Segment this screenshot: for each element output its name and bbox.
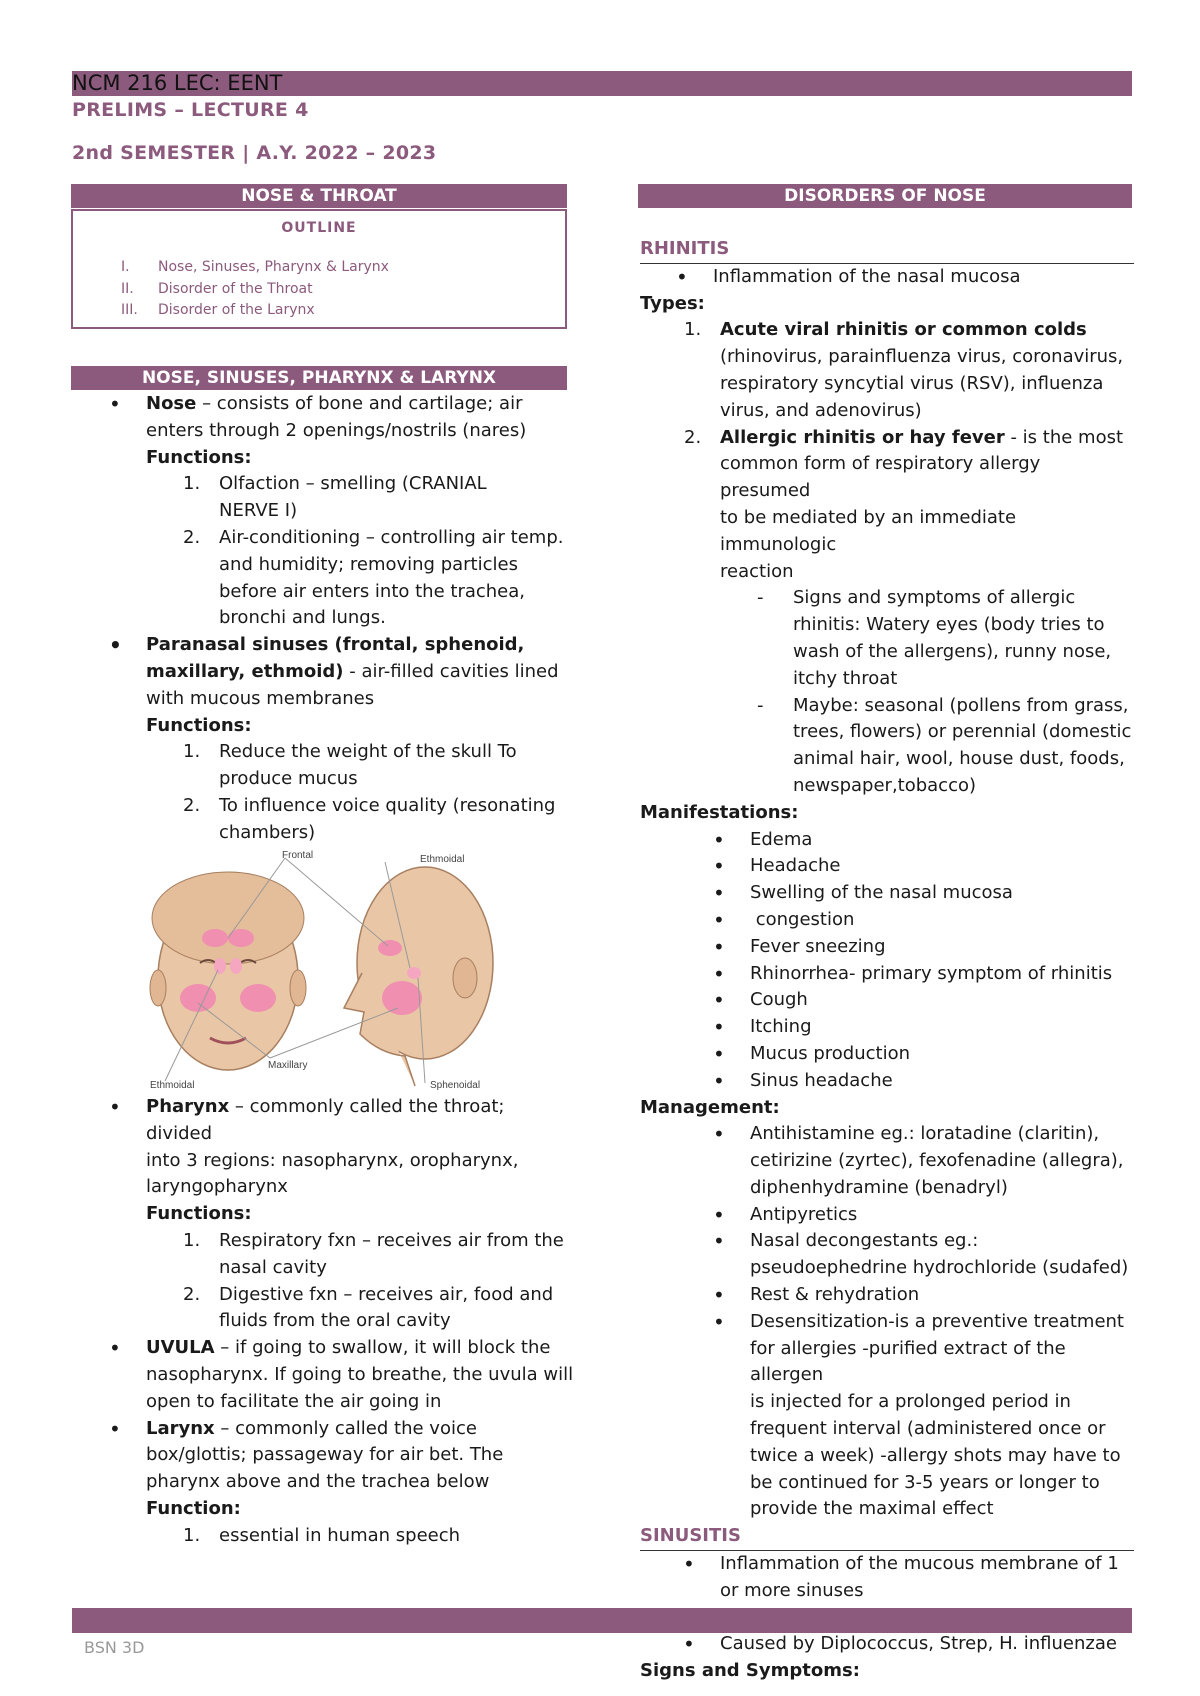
list-item: • Mucus production xyxy=(750,1041,1134,1068)
dash-item: - Signs and symptoms of allergic xyxy=(793,585,1134,612)
term-sinuses: maxillary, ethmoid) xyxy=(146,660,344,682)
def-text: is injected for a prolonged period in xyxy=(750,1391,1071,1413)
def-text: nasal cavity xyxy=(219,1256,327,1278)
def-text: – commonly called the throat; divided xyxy=(146,1096,505,1144)
function-label: Function: xyxy=(146,1497,241,1519)
outline-box xyxy=(71,209,567,329)
def-text: reaction xyxy=(720,560,794,582)
list-item: • Sinus headache xyxy=(750,1068,1134,1095)
def-text: before air enters into the trachea, xyxy=(219,580,525,602)
outline-item xyxy=(121,279,389,301)
def-text: common form of respiratory allergy presumed xyxy=(720,453,1041,502)
def-text: enters through 2 openings/nostrils (nares) xyxy=(146,419,527,441)
list-item: 1. Olfaction – smelling (CRANIAL xyxy=(183,473,487,495)
type-title: Acute viral rhinitis or common colds xyxy=(720,319,1087,341)
management-label: Management: xyxy=(640,1096,780,1118)
def-text: box/glottis; passageway for air bet. The xyxy=(146,1444,504,1466)
heading-rhinitis: RHINITIS xyxy=(640,236,1134,264)
dash-item: - Maybe: seasonal (pollens from grass, xyxy=(793,693,1134,720)
figure-label: Ethmoidal xyxy=(150,1080,195,1091)
def-text: essential in human speech xyxy=(219,1524,461,1546)
footer-bar xyxy=(72,1608,1132,1633)
heading-sinusitis: SINUSITIS xyxy=(640,1523,1134,1551)
def-text: trees, flowers) or perennial (domestic xyxy=(793,721,1132,743)
list-item: • Caused by Diplococcus, Strep, H. influenzae xyxy=(720,1631,1134,1658)
functions-label: Functions: xyxy=(146,714,252,736)
outline-item xyxy=(121,300,389,322)
def-text: Reduce the weight of the skull To xyxy=(219,741,517,763)
outline-num: III. xyxy=(121,302,138,318)
list-item: 1. Reduce the weight of the skull To xyxy=(183,741,517,763)
term-larynx: Larynx xyxy=(146,1417,215,1439)
def-text: rhinitis: Watery eyes (body tries to xyxy=(793,614,1105,636)
outline-list xyxy=(121,257,389,322)
def-text: Air-conditioning – controlling air temp. xyxy=(219,526,564,548)
list-item: • Edema xyxy=(750,827,1134,854)
def-text: itchy throat xyxy=(793,667,898,689)
def-text: animal hair, wool, house dust, foods, xyxy=(793,748,1125,770)
section-title-nose-throat: NOSE & THROAT xyxy=(71,184,567,208)
def-text: To influence voice quality (resonating xyxy=(219,794,556,816)
functions-label: Functions: xyxy=(146,1203,252,1225)
right-column xyxy=(640,236,1134,1685)
term-pharynx: Pharynx xyxy=(146,1096,230,1117)
footer-text: BSN 3D xyxy=(84,1638,145,1657)
sinus-figure xyxy=(140,848,502,1092)
def-text: to be mediated by an immediate immunologic xyxy=(720,506,1017,555)
def-text: pseudoephedrine hydrochloride (sudafed) xyxy=(750,1257,1129,1279)
def-text: pharynx above and the trachea below xyxy=(146,1471,490,1493)
def-text: – consists of bone and cartilage; air xyxy=(196,393,523,414)
semester-subtitle: 2nd SEMESTER | A.Y. 2022 – 2023 xyxy=(72,142,437,164)
def-text: bronchi and lungs. xyxy=(219,607,386,629)
list-item xyxy=(146,1416,576,1443)
left-column-top xyxy=(146,391,576,847)
outline-item xyxy=(121,257,389,279)
def-text: with mucous membranes xyxy=(146,687,375,709)
def-text: produce mucus xyxy=(219,768,358,790)
list-item: • Fever sneezing xyxy=(750,934,1134,961)
def-text: or more sinuses xyxy=(720,1579,864,1601)
list-item: 1. Respiratory fxn – receives air from the xyxy=(183,1229,564,1251)
list-item: • Itching xyxy=(750,1014,1134,1041)
term-nose: Nose xyxy=(146,393,197,414)
list-item: • Rhinorrhea- primary symptom of rhinitis xyxy=(750,961,1134,988)
def-text: provide the maximal effect xyxy=(750,1498,994,1520)
def-text: nasopharynx. If going to breathe, the uvula will xyxy=(146,1363,574,1385)
def-text: twice a week) -allergy shots may have to xyxy=(750,1444,1121,1466)
section-title-anatomy: NOSE, SINUSES, PHARYNX & LARYNX xyxy=(71,366,567,390)
outline-text: Nose, Sinuses, Pharynx & Larynx xyxy=(158,259,389,275)
list-item xyxy=(146,1335,576,1362)
def-text: Digestive fxn – receives air, food and xyxy=(219,1283,554,1305)
outline-text: Disorder of the Throat xyxy=(158,280,313,297)
lecture-subtitle: PRELIMS – LECTURE 4 xyxy=(72,99,309,121)
course-title: NCM 216 LEC: EENT xyxy=(72,71,283,95)
def-text: Respiratory fxn – receives air from the xyxy=(219,1229,564,1251)
figure-label: Maxillary xyxy=(268,1060,308,1071)
list-item: • Cough xyxy=(750,987,1134,1014)
list-item: • congestion xyxy=(750,907,1134,934)
list-item: • Antihistamine eg.: loratadine (claritin), xyxy=(750,1121,1134,1148)
list-item: 2. Air-conditioning – controlling air temp. xyxy=(183,526,564,548)
term-sinuses: • Paranasal sinuses (frontal, sphenoid, xyxy=(146,632,576,659)
def-text: - air-filled cavities lined xyxy=(343,660,559,682)
def-text xyxy=(146,659,576,686)
list-item: 2. Allergic rhinitis or hay fever - is the most xyxy=(684,426,1124,448)
def-text: wash of the allergens), runny nose, xyxy=(793,640,1112,662)
def-text: diphenhydramine (benadryl) xyxy=(750,1176,1008,1198)
list-item: • Desensitization-is a preventive treatment xyxy=(750,1309,1134,1336)
list-item: • Inflammation of the mucous membrane of 1 xyxy=(720,1551,1134,1578)
types-label: Types: xyxy=(640,292,705,314)
outline-num: II. xyxy=(121,280,134,297)
figure-label: Sphenoidal xyxy=(430,1080,481,1091)
figure-label: Frontal xyxy=(282,850,314,861)
list-item: • Nasal decongestants eg.: xyxy=(750,1228,1134,1255)
def-text: chambers) xyxy=(219,821,316,843)
section-title-disorders-nose: DISORDERS OF NOSE xyxy=(638,184,1132,208)
def-text: Olfaction – smelling (CRANIAL xyxy=(219,473,487,495)
manifestations-label: Manifestations: xyxy=(640,801,799,823)
list-item: 2. Digestive fxn – receives air, food and xyxy=(183,1283,554,1305)
def-text: be continued for 3-5 years or longer to xyxy=(750,1471,1100,1493)
list-item: • Swelling of the nasal mucosa xyxy=(750,880,1134,907)
outline-text: Disorder of the Larynx xyxy=(158,302,315,318)
term-uvula: UVULA xyxy=(146,1337,215,1359)
def-text: fluids from the oral cavity xyxy=(219,1310,451,1332)
def-text: (rhinovirus, parainfluenza virus, coronavirus, xyxy=(720,346,1124,368)
list-item xyxy=(146,391,576,418)
list-item: • Rest & rehydration xyxy=(750,1282,1134,1309)
signs-label: Signs and Symptoms: xyxy=(640,1660,860,1682)
def-text: NERVE I) xyxy=(219,500,298,522)
def-text: open to facilitate the air going in xyxy=(146,1390,442,1412)
list-item: • Antipyretics xyxy=(750,1202,1134,1229)
list-item: 2. To influence voice quality (resonating xyxy=(183,794,556,816)
def-text: - is the most xyxy=(1004,426,1124,448)
def-text: – commonly called the voice xyxy=(214,1417,477,1439)
type-title: Allergic rhinitis or hay fever xyxy=(720,426,1005,448)
def-text: for allergies -purified extract of the allergen xyxy=(750,1337,1066,1386)
def-text: laryngopharynx xyxy=(146,1176,288,1198)
def-text: into 3 regions: nasopharynx, oropharynx, xyxy=(146,1149,519,1171)
list-item xyxy=(146,1094,576,1148)
figure-label: Ethmoidal xyxy=(420,854,465,865)
list-item: • Headache xyxy=(750,853,1134,880)
def-text: virus, and adenovirus) xyxy=(720,399,922,421)
list-item: 1. Acute viral rhinitis or common colds xyxy=(684,319,1087,341)
def-text: cetirizine (zyrtec), fexofenadine (allegra), xyxy=(750,1150,1124,1172)
outline-num: I. xyxy=(121,259,130,275)
def-text: frequent interval (administered once or xyxy=(750,1418,1106,1440)
functions-label: Functions: xyxy=(146,446,252,468)
def-text: respiratory syncytial virus (RSV), influenza xyxy=(720,372,1104,394)
list-item: • Inflammation of the nasal mucosa xyxy=(713,264,1134,291)
outline-title: OUTLINE xyxy=(281,220,357,236)
def-text: newspaper,tobacco) xyxy=(793,774,977,796)
left-column-bottom xyxy=(146,1094,576,1550)
def-text: and humidity; removing particles xyxy=(219,553,518,575)
list-item: 1. essential in human speech xyxy=(183,1524,461,1546)
def-text: – if going to swallow, it will block the xyxy=(214,1337,551,1359)
